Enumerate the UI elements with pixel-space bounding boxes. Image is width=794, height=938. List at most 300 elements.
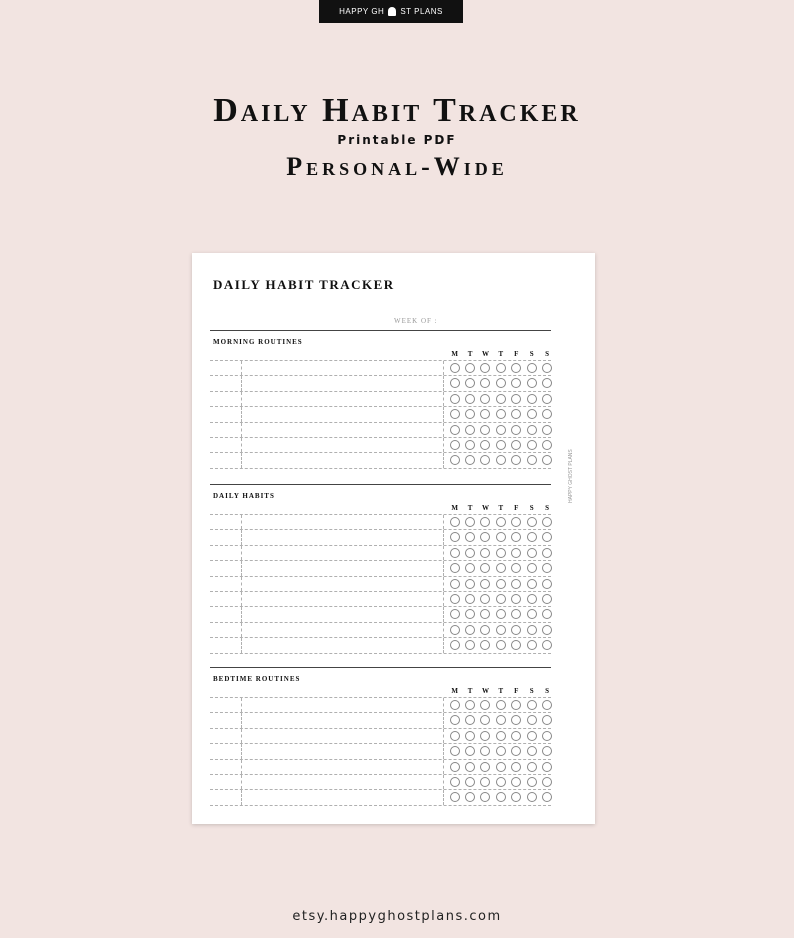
habit-checkbox[interactable]: [447, 394, 462, 404]
circle-icon: [496, 746, 506, 756]
habit-checkbox[interactable]: [539, 700, 554, 710]
row-divider: [241, 775, 242, 789]
habit-checkbox[interactable]: [478, 777, 493, 787]
habit-checkbox[interactable]: [509, 378, 524, 388]
circle-icon: [527, 777, 537, 787]
row-divider: [241, 546, 242, 560]
checkbox-group: [447, 579, 555, 589]
circle-icon: [527, 394, 537, 404]
habit-checkbox[interactable]: [447, 715, 462, 725]
habit-checkbox[interactable]: [524, 625, 539, 635]
habit-checkbox[interactable]: [524, 594, 539, 604]
section-rule: [210, 330, 551, 331]
row-divider: [241, 453, 242, 467]
habit-row[interactable]: [210, 790, 551, 805]
habit-checkbox[interactable]: [524, 777, 539, 787]
circle-icon: [450, 378, 460, 388]
circle-icon: [480, 594, 490, 604]
habit-checkbox[interactable]: [478, 579, 493, 589]
habit-checkbox[interactable]: [509, 548, 524, 558]
habit-row[interactable]: [210, 423, 551, 438]
section-title: BEDTIME ROUTINES: [213, 675, 301, 683]
habit-checkbox[interactable]: [478, 455, 493, 465]
habit-checkbox[interactable]: [524, 715, 539, 725]
checkbox-group: [447, 762, 555, 772]
circle-icon: [480, 700, 490, 710]
checkbox-group: [447, 625, 555, 635]
habit-checkbox[interactable]: [478, 594, 493, 604]
row-divider: [241, 623, 242, 637]
habit-checkbox[interactable]: [539, 394, 554, 404]
row-divider: [443, 775, 444, 789]
circle-icon: [496, 700, 506, 710]
habit-checkbox[interactable]: [493, 792, 508, 802]
circle-icon: [480, 517, 490, 527]
habit-checkbox[interactable]: [478, 440, 493, 450]
habit-checkbox[interactable]: [447, 792, 462, 802]
habit-checkbox[interactable]: [524, 731, 539, 741]
habit-checkbox[interactable]: [509, 762, 524, 772]
habit-checkbox[interactable]: [447, 455, 462, 465]
habit-checkbox[interactable]: [447, 625, 462, 635]
habit-checkbox[interactable]: [493, 777, 508, 787]
habit-checkbox[interactable]: [539, 777, 554, 787]
habit-checkbox[interactable]: [447, 762, 462, 772]
habit-checkbox[interactable]: [493, 425, 508, 435]
habit-checkbox[interactable]: [462, 777, 477, 787]
habit-checkbox[interactable]: [524, 792, 539, 802]
habit-checkbox[interactable]: [509, 700, 524, 710]
ghost-icon: [388, 7, 396, 16]
circle-icon: [465, 532, 475, 542]
habit-checkbox[interactable]: [539, 425, 554, 435]
circle-icon: [511, 609, 521, 619]
section-rule: [210, 484, 551, 485]
habit-checkbox[interactable]: [493, 440, 508, 450]
habit-row[interactable]: [210, 530, 551, 545]
circle-icon: [450, 625, 460, 635]
day-label: S: [545, 687, 549, 695]
habit-row[interactable]: [210, 698, 551, 713]
habit-checkbox[interactable]: [462, 746, 477, 756]
circle-icon: [542, 762, 552, 772]
habit-checkbox[interactable]: [524, 425, 539, 435]
habit-checkbox[interactable]: [524, 762, 539, 772]
habit-rows: [210, 697, 551, 806]
row-divider: [443, 729, 444, 743]
circle-icon: [542, 517, 552, 527]
habit-checkbox[interactable]: [539, 409, 554, 419]
habit-checkbox[interactable]: [509, 440, 524, 450]
day-header: [447, 350, 555, 358]
circle-icon: [465, 777, 475, 787]
circle-icon: [450, 640, 460, 650]
habit-checkbox[interactable]: [478, 409, 493, 419]
habit-checkbox[interactable]: [478, 731, 493, 741]
habit-checkbox[interactable]: [524, 640, 539, 650]
circle-icon: [542, 440, 552, 450]
habit-checkbox[interactable]: [539, 594, 554, 604]
habit-checkbox[interactable]: [478, 532, 493, 542]
habit-checkbox[interactable]: [539, 715, 554, 725]
circle-icon: [480, 548, 490, 558]
habit-checkbox[interactable]: [539, 378, 554, 388]
habit-checkbox[interactable]: [524, 517, 539, 527]
habit-checkbox[interactable]: [509, 517, 524, 527]
circle-icon: [465, 746, 475, 756]
habit-checkbox[interactable]: [539, 455, 554, 465]
circle-icon: [527, 363, 537, 373]
circle-icon: [480, 394, 490, 404]
habit-checkbox[interactable]: [509, 409, 524, 419]
hero-title: Daily Habit Tracker: [213, 92, 581, 129]
checkbox-group: [447, 594, 555, 604]
habit-checkbox[interactable]: [524, 378, 539, 388]
habit-checkbox[interactable]: [493, 731, 508, 741]
habit-checkbox[interactable]: [539, 440, 554, 450]
circle-icon: [465, 378, 475, 388]
habit-checkbox[interactable]: [478, 792, 493, 802]
habit-checkbox[interactable]: [447, 609, 462, 619]
circle-icon: [527, 594, 537, 604]
circle-icon: [527, 425, 537, 435]
habit-checkbox[interactable]: [462, 394, 477, 404]
habit-checkbox[interactable]: [447, 579, 462, 589]
habit-checkbox[interactable]: [493, 363, 508, 373]
row-divider: [241, 561, 242, 575]
row-divider: [443, 392, 444, 406]
habit-checkbox[interactable]: [509, 715, 524, 725]
habit-checkbox[interactable]: [478, 363, 493, 373]
habit-row[interactable]: [210, 638, 551, 653]
row-divider: [443, 744, 444, 758]
hero-subtitle: Printable PDF: [337, 133, 457, 147]
habit-checkbox[interactable]: [539, 563, 554, 573]
habit-checkbox[interactable]: [478, 700, 493, 710]
habit-row[interactable]: [210, 376, 551, 391]
habit-checkbox[interactable]: [478, 425, 493, 435]
habit-checkbox[interactable]: [524, 700, 539, 710]
habit-checkbox[interactable]: [462, 455, 477, 465]
day-label: T: [467, 504, 473, 512]
habit-checkbox[interactable]: [493, 609, 508, 619]
habit-checkbox[interactable]: [447, 363, 462, 373]
circle-icon: [511, 715, 521, 725]
habit-checkbox[interactable]: [509, 609, 524, 619]
habit-checkbox[interactable]: [478, 715, 493, 725]
circle-icon: [542, 792, 552, 802]
habit-checkbox[interactable]: [478, 517, 493, 527]
habit-checkbox[interactable]: [478, 548, 493, 558]
habit-checkbox[interactable]: [539, 532, 554, 542]
habit-checkbox[interactable]: [509, 746, 524, 756]
habit-checkbox[interactable]: [509, 792, 524, 802]
circle-icon: [450, 700, 460, 710]
habit-checkbox[interactable]: [447, 746, 462, 756]
habit-checkbox[interactable]: [478, 609, 493, 619]
habit-checkbox[interactable]: [509, 563, 524, 573]
circle-icon: [480, 746, 490, 756]
circle-icon: [465, 455, 475, 465]
habit-checkbox[interactable]: [462, 609, 477, 619]
habit-checkbox[interactable]: [447, 700, 462, 710]
row-divider: [241, 790, 242, 804]
habit-checkbox[interactable]: [509, 363, 524, 373]
habit-checkbox[interactable]: [462, 517, 477, 527]
habit-checkbox[interactable]: [524, 548, 539, 558]
circle-icon: [511, 731, 521, 741]
habit-checkbox[interactable]: [447, 640, 462, 650]
habit-checkbox[interactable]: [493, 378, 508, 388]
habit-checkbox[interactable]: [462, 440, 477, 450]
habit-checkbox[interactable]: [447, 548, 462, 558]
habit-checkbox[interactable]: [539, 792, 554, 802]
circle-icon: [496, 792, 506, 802]
circle-icon: [480, 532, 490, 542]
habit-checkbox[interactable]: [462, 548, 477, 558]
row-divider: [443, 407, 444, 421]
circle-icon: [480, 609, 490, 619]
circle-icon: [496, 394, 506, 404]
habit-row[interactable]: [210, 407, 551, 422]
row-divider: [241, 407, 242, 421]
circle-icon: [450, 455, 460, 465]
circle-icon: [542, 640, 552, 650]
circle-icon: [496, 777, 506, 787]
circle-icon: [496, 425, 506, 435]
habit-checkbox[interactable]: [524, 455, 539, 465]
habit-checkbox[interactable]: [539, 579, 554, 589]
habit-checkbox[interactable]: [447, 532, 462, 542]
habit-row[interactable]: [210, 729, 551, 744]
habit-checkbox[interactable]: [478, 762, 493, 772]
brand-label-right: ST PLANS: [400, 7, 443, 16]
habit-checkbox[interactable]: [493, 517, 508, 527]
circle-icon: [496, 455, 506, 465]
habit-checkbox[interactable]: [462, 715, 477, 725]
row-divider: [241, 392, 242, 406]
circle-icon: [480, 792, 490, 802]
habit-checkbox[interactable]: [524, 409, 539, 419]
habit-checkbox[interactable]: [539, 363, 554, 373]
circle-icon: [527, 700, 537, 710]
habit-checkbox[interactable]: [447, 409, 462, 419]
habit-checkbox[interactable]: [493, 762, 508, 772]
circle-icon: [465, 762, 475, 772]
habit-checkbox[interactable]: [493, 594, 508, 604]
habit-checkbox[interactable]: [509, 425, 524, 435]
circle-icon: [450, 563, 460, 573]
day-label: T: [498, 350, 504, 358]
habit-row[interactable]: [210, 577, 551, 592]
circle-icon: [465, 548, 475, 558]
row-divider: [443, 453, 444, 467]
habit-checkbox[interactable]: [493, 409, 508, 419]
circle-icon: [511, 640, 521, 650]
day-label: S: [529, 687, 534, 695]
habit-checkbox[interactable]: [509, 731, 524, 741]
habit-checkbox[interactable]: [462, 378, 477, 388]
habit-checkbox[interactable]: [493, 625, 508, 635]
circle-icon: [542, 409, 552, 419]
checkbox-group: [447, 455, 555, 465]
habit-checkbox[interactable]: [493, 579, 508, 589]
circle-icon: [542, 363, 552, 373]
habit-row[interactable]: [210, 561, 551, 576]
circle-icon: [542, 609, 552, 619]
checkbox-group: [447, 440, 555, 450]
habit-checkbox[interactable]: [539, 731, 554, 741]
habit-checkbox[interactable]: [478, 746, 493, 756]
habit-checkbox[interactable]: [447, 440, 462, 450]
circle-icon: [511, 625, 521, 635]
row-divider: [443, 438, 444, 452]
habit-checkbox[interactable]: [509, 594, 524, 604]
circle-icon: [542, 625, 552, 635]
section-rule: [210, 667, 551, 668]
habit-checkbox[interactable]: [447, 425, 462, 435]
habit-checkbox[interactable]: [493, 746, 508, 756]
habit-checkbox[interactable]: [493, 548, 508, 558]
habit-row[interactable]: [210, 744, 551, 759]
habit-checkbox[interactable]: [462, 532, 477, 542]
habit-checkbox[interactable]: [447, 517, 462, 527]
habit-checkbox[interactable]: [524, 394, 539, 404]
habit-checkbox[interactable]: [524, 579, 539, 589]
habit-checkbox[interactable]: [493, 715, 508, 725]
circle-icon: [450, 517, 460, 527]
habit-checkbox[interactable]: [462, 792, 477, 802]
circle-icon: [511, 792, 521, 802]
habit-checkbox[interactable]: [478, 563, 493, 573]
habit-checkbox[interactable]: [524, 532, 539, 542]
habit-checkbox[interactable]: [462, 625, 477, 635]
circle-icon: [480, 715, 490, 725]
circle-icon: [465, 594, 475, 604]
habit-checkbox[interactable]: [539, 625, 554, 635]
habit-row[interactable]: [210, 361, 551, 376]
habit-checkbox[interactable]: [493, 455, 508, 465]
habit-checkbox[interactable]: [462, 409, 477, 419]
habit-checkbox[interactable]: [462, 563, 477, 573]
habit-row[interactable]: [210, 515, 551, 530]
habit-checkbox[interactable]: [447, 777, 462, 787]
habit-checkbox[interactable]: [539, 746, 554, 756]
row-divider: [443, 530, 444, 544]
habit-checkbox[interactable]: [509, 455, 524, 465]
habit-checkbox[interactable]: [493, 394, 508, 404]
circle-icon: [450, 777, 460, 787]
habit-checkbox[interactable]: [509, 394, 524, 404]
row-divider: [443, 577, 444, 591]
habit-row[interactable]: [210, 453, 551, 468]
circle-icon: [527, 563, 537, 573]
circle-icon: [511, 378, 521, 388]
habit-checkbox[interactable]: [447, 731, 462, 741]
habit-checkbox[interactable]: [539, 548, 554, 558]
habit-checkbox[interactable]: [478, 394, 493, 404]
habit-checkbox[interactable]: [447, 563, 462, 573]
circle-icon: [496, 715, 506, 725]
habit-checkbox[interactable]: [509, 777, 524, 787]
circle-icon: [527, 715, 537, 725]
habit-checkbox[interactable]: [462, 640, 477, 650]
row-divider: [241, 530, 242, 544]
habit-checkbox[interactable]: [462, 594, 477, 604]
habit-row[interactable]: [210, 546, 551, 561]
habit-checkbox[interactable]: [478, 625, 493, 635]
circle-icon: [450, 609, 460, 619]
habit-checkbox[interactable]: [539, 762, 554, 772]
habit-checkbox[interactable]: [447, 594, 462, 604]
circle-icon: [511, 579, 521, 589]
circle-icon: [527, 409, 537, 419]
habit-checkbox[interactable]: [509, 532, 524, 542]
habit-checkbox[interactable]: [462, 363, 477, 373]
day-label: M: [451, 504, 458, 512]
habit-checkbox[interactable]: [493, 640, 508, 650]
circle-icon: [450, 363, 460, 373]
habit-row[interactable]: [210, 438, 551, 453]
section-title: DAILY HABITS: [213, 492, 275, 500]
checkbox-group: [447, 563, 555, 573]
habit-checkbox[interactable]: [539, 609, 554, 619]
habit-row[interactable]: [210, 623, 551, 638]
day-label: T: [467, 687, 473, 695]
habit-checkbox[interactable]: [493, 563, 508, 573]
circle-icon: [450, 425, 460, 435]
habit-row[interactable]: [210, 713, 551, 728]
circle-icon: [450, 715, 460, 725]
habit-checkbox[interactable]: [539, 640, 554, 650]
habit-checkbox[interactable]: [462, 579, 477, 589]
circle-icon: [480, 777, 490, 787]
habit-checkbox[interactable]: [493, 700, 508, 710]
habit-row[interactable]: [210, 760, 551, 775]
habit-checkbox[interactable]: [462, 700, 477, 710]
habit-checkbox[interactable]: [509, 640, 524, 650]
habit-row[interactable]: [210, 592, 551, 607]
habit-checkbox[interactable]: [462, 425, 477, 435]
circle-icon: [450, 594, 460, 604]
habit-checkbox[interactable]: [478, 640, 493, 650]
habit-checkbox[interactable]: [509, 625, 524, 635]
habit-checkbox[interactable]: [524, 363, 539, 373]
habit-checkbox[interactable]: [509, 579, 524, 589]
habit-row[interactable]: [210, 392, 551, 407]
row-divider: [241, 760, 242, 774]
habit-checkbox[interactable]: [493, 532, 508, 542]
day-label: M: [451, 350, 458, 358]
habit-checkbox[interactable]: [524, 440, 539, 450]
circle-icon: [480, 731, 490, 741]
habit-checkbox[interactable]: [447, 378, 462, 388]
circle-icon: [542, 548, 552, 558]
habit-checkbox[interactable]: [524, 563, 539, 573]
circle-icon: [465, 731, 475, 741]
habit-checkbox[interactable]: [524, 746, 539, 756]
habit-checkbox[interactable]: [524, 609, 539, 619]
habit-row[interactable]: [210, 607, 551, 622]
circle-icon: [511, 455, 521, 465]
habit-checkbox[interactable]: [478, 378, 493, 388]
circle-icon: [480, 455, 490, 465]
habit-checkbox[interactable]: [462, 762, 477, 772]
circle-icon: [496, 563, 506, 573]
habit-checkbox[interactable]: [539, 517, 554, 527]
habit-checkbox[interactable]: [462, 731, 477, 741]
habit-row[interactable]: [210, 775, 551, 790]
